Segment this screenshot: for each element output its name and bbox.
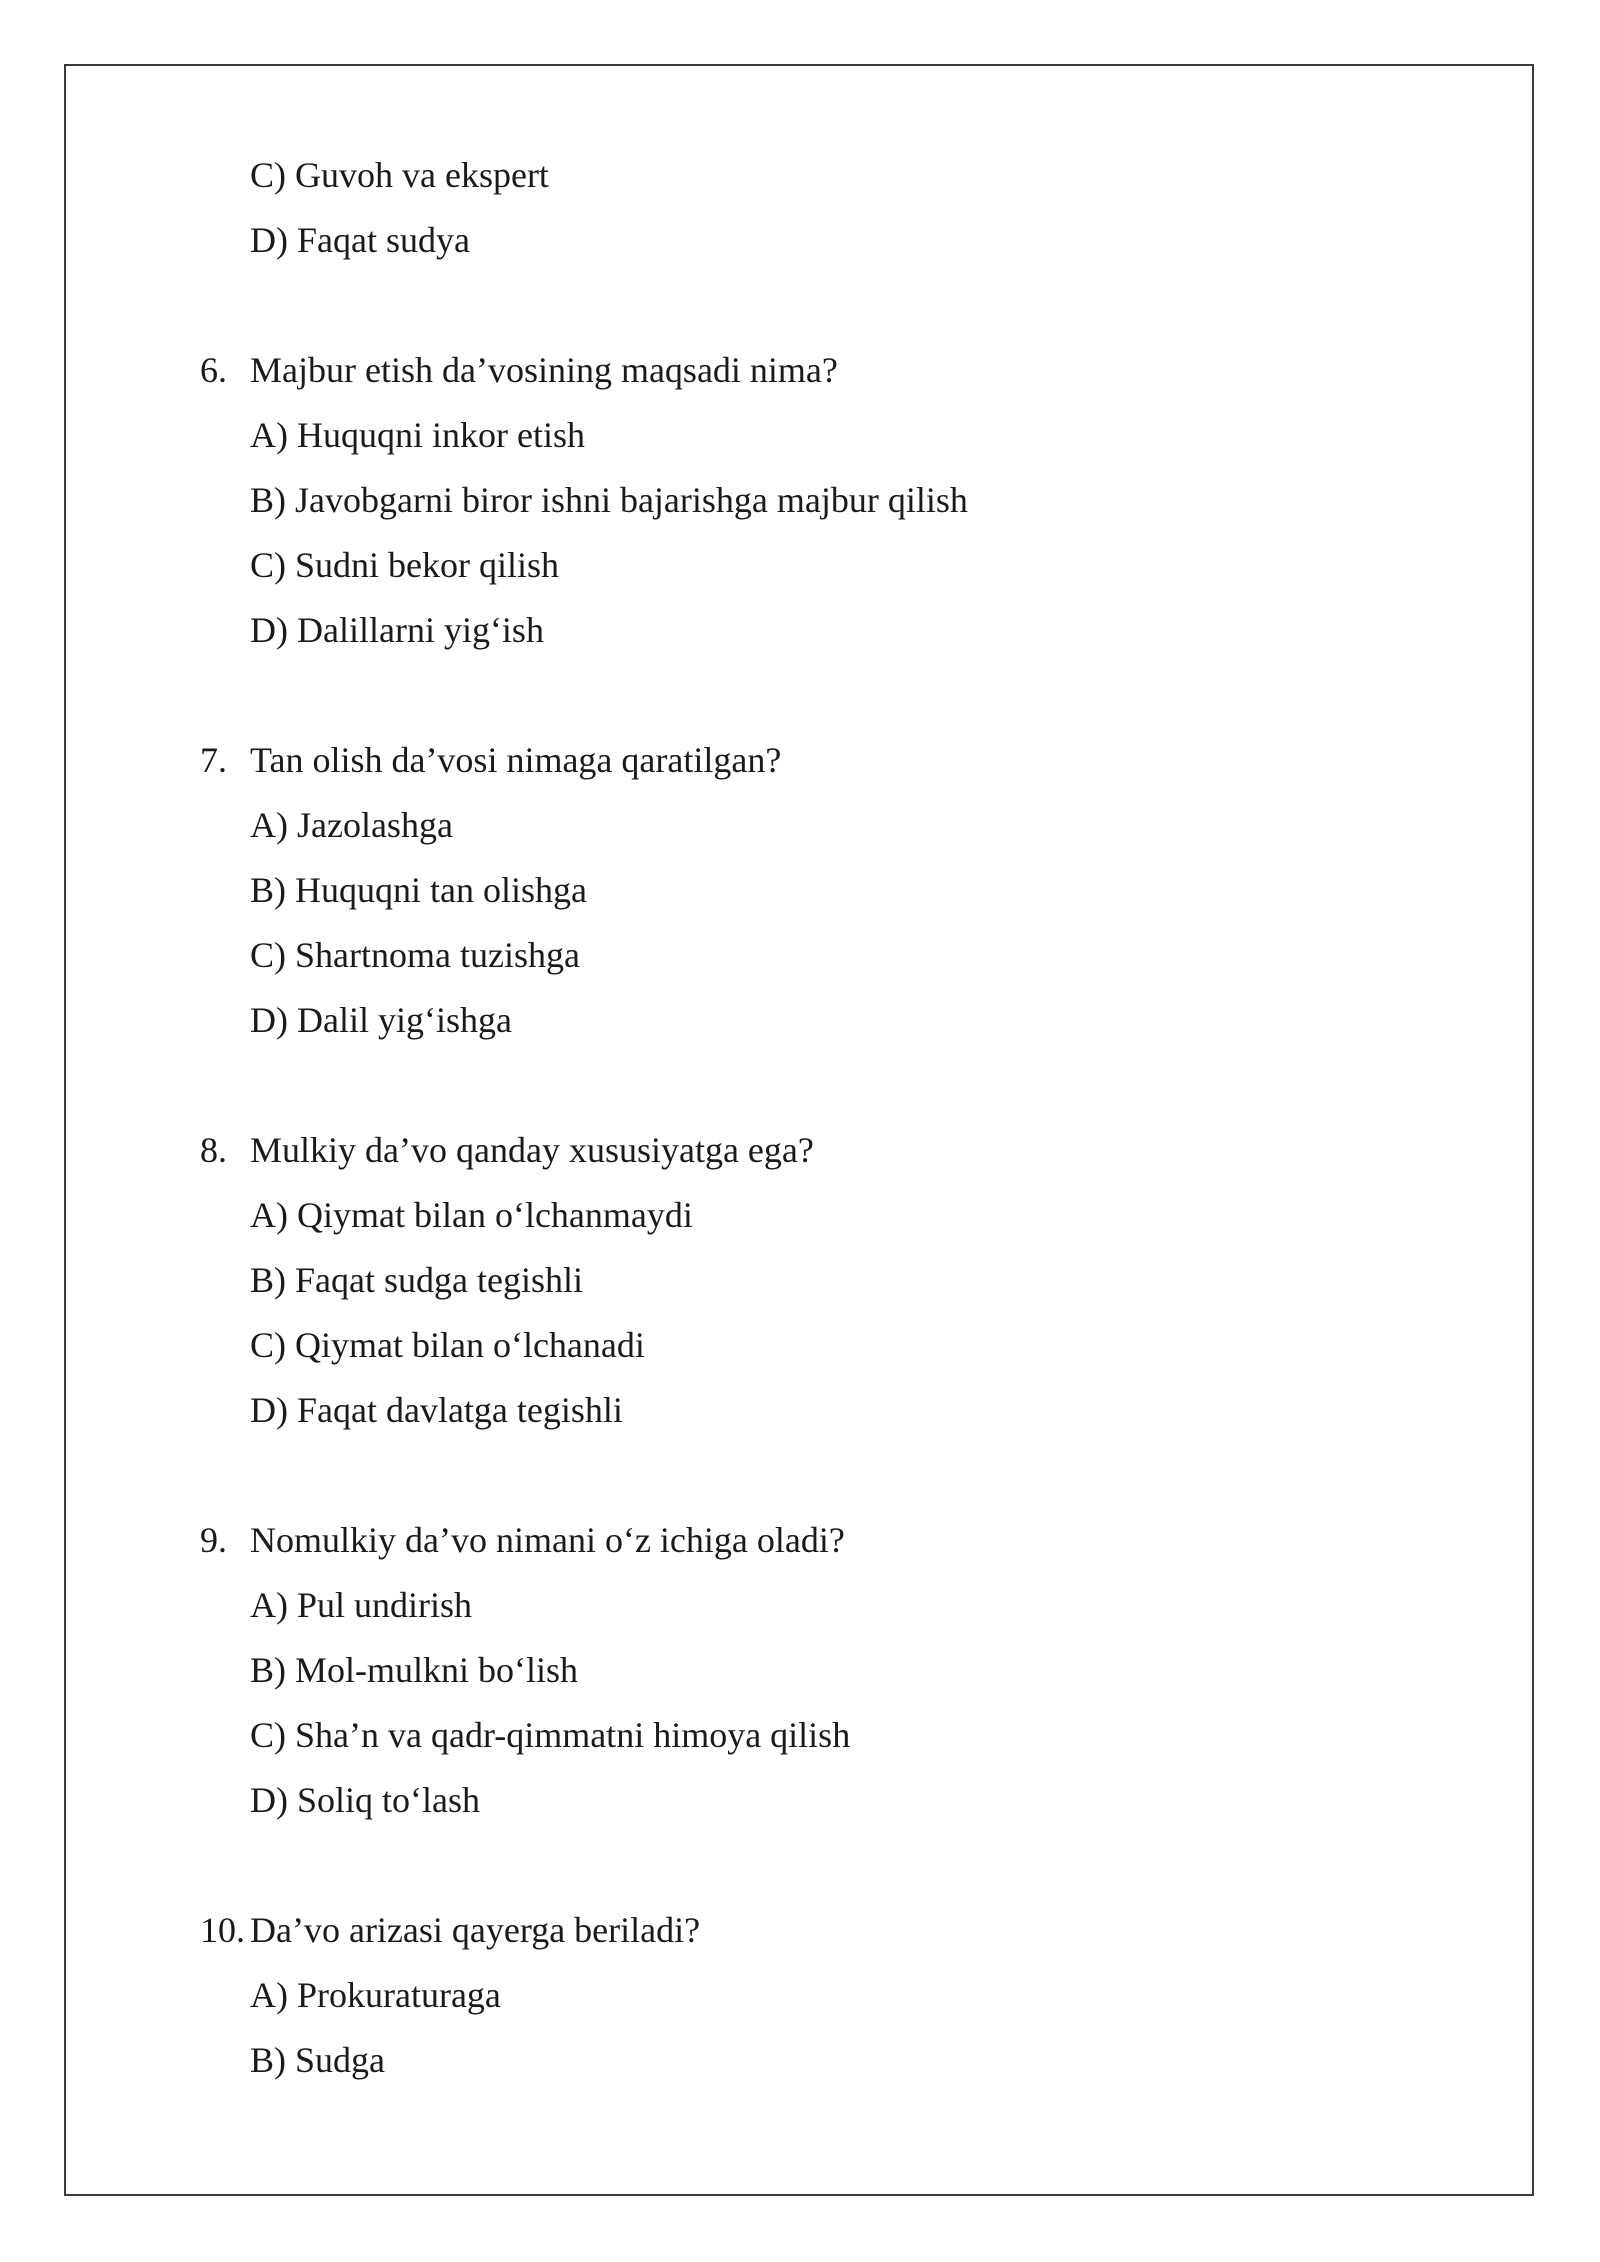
question-text: Majbur etish da’vosining maqsadi nima? xyxy=(250,350,838,390)
option-text: A) Huquqni inkor etish xyxy=(250,415,585,455)
question-number: 9. xyxy=(200,1520,227,1560)
question-number: 7. xyxy=(200,740,227,780)
option-text: A) Prokuraturaga xyxy=(250,1975,501,2015)
option-text: C) Qiymat bilan o‘lchanadi xyxy=(250,1325,645,1365)
question-number: 6. xyxy=(200,350,227,390)
option-text: B) Sudga xyxy=(250,2040,385,2080)
question-text: Da’vo arizasi qayerga beriladi? xyxy=(250,1910,701,1950)
question-text: Mulkiy da’vo qanday xususiyatga ega? xyxy=(250,1130,814,1170)
option-text: B) Mol-mulkni bo‘lish xyxy=(250,1650,579,1690)
option-text: A) Qiymat bilan o‘lchanmaydi xyxy=(250,1195,693,1235)
option-text: C) Sudni bekor qilish xyxy=(250,545,560,585)
question-text: Tan olish da’vosi nimaga qaratilgan? xyxy=(250,740,782,780)
question-number: 8. xyxy=(200,1130,227,1170)
option-text: A) Pul undirish xyxy=(250,1585,473,1625)
option-text: C) Sha’n va qadr-qimmatni himoya qilish xyxy=(250,1715,851,1755)
option-text: B) Javobgarni biror ishni bajarishga majbur qilish xyxy=(250,480,968,520)
option-text: D) Faqat davlatga tegishli xyxy=(250,1390,623,1430)
option-text: D) Soliq to‘lash xyxy=(250,1780,480,1820)
option-text: A) Jazolashga xyxy=(250,805,453,845)
question-number: 10. xyxy=(200,1910,245,1950)
option-text: D) Dalillarni yig‘ish xyxy=(250,610,544,650)
option-text: B) Faqat sudga tegishli xyxy=(250,1260,583,1300)
option-text: D) Dalil yig‘ishga xyxy=(250,1000,512,1040)
question-text: Nomulkiy da’vo nimani o‘z ichiga oladi? xyxy=(250,1520,845,1560)
option-text: B) Huquqni tan olishga xyxy=(250,870,587,910)
option-text: C) Guvoh va ekspert xyxy=(250,155,549,195)
option-text: C) Shartnoma tuzishga xyxy=(250,935,580,975)
option-text: D) Faqat sudya xyxy=(250,220,470,260)
